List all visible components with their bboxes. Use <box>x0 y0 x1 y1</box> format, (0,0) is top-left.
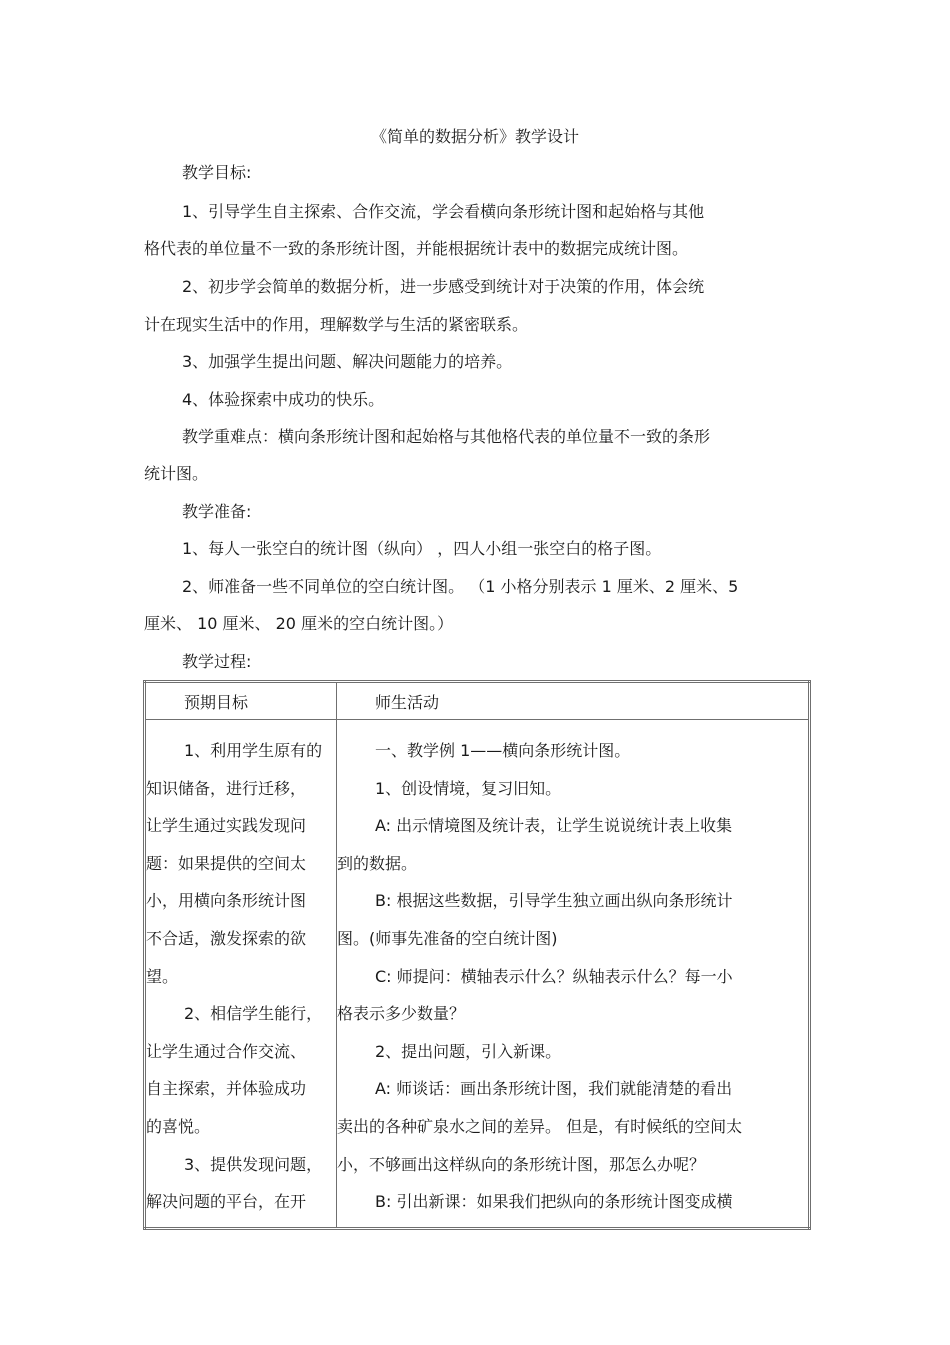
objective-item-3: 3、加强学生提出问题、解决问题能力的培养。 <box>182 352 513 371</box>
activity-line: 格表示多少数量？ <box>337 1004 466 1024</box>
goal-line: 知识储备，进行迁移， <box>146 778 307 798</box>
activity-line: 一、教学例 1——横向条形统计图。 <box>375 741 631 760</box>
activity-line: 2、提出问题，引入新课。 <box>375 1041 562 1061</box>
activity-line: B: 引出新课：如果我们把纵向的条形统计图变成横 <box>375 1192 733 1212</box>
objective-item-1-cont: 格代表的单位量不一致的条形统计图，并能根据统计表中的数据完成统计图。 <box>144 239 689 258</box>
activity-line: 小，不够画出这样纵向的条形统计图，那怎么办呢？ <box>337 1154 706 1174</box>
objective-item-2: 2、初步学会简单的数据分析，进一步感受到统计对于决策的作用，体会统 <box>182 277 705 296</box>
preparation-heading: 教学准备: <box>182 502 252 521</box>
objective-item-2-cont: 计在现实生活中的作用，理解数学与生活的紧密联系。 <box>144 315 529 334</box>
goal-line: 不合适，激发探索的欲 <box>146 928 307 948</box>
teaching-process-table <box>143 680 811 1230</box>
activity-line: 卖出的各种矿泉水之间的差异。 但是，有时候纸的空间太 <box>337 1116 743 1136</box>
header-cell <box>145 682 337 720</box>
goal-line: 让学生通过实践发现问 <box>146 816 307 836</box>
process-heading: 教学过程: <box>182 652 252 671</box>
header-activities: 师生活动 <box>375 692 440 712</box>
activity-line: 1、创设情境，复习旧知。 <box>375 778 562 798</box>
header-cell <box>337 682 810 720</box>
objectives-heading: 教学目标: <box>182 163 252 182</box>
table-header-row <box>145 682 810 720</box>
preparation-item-2: 2、师准备一些不同单位的空白统计图。 （1 小格分别表示 1 厘米、2 厘米、5 <box>182 577 739 596</box>
header-goals: 预期目标 <box>184 692 249 712</box>
activity-line: B: 根据这些数据，引导学生独立画出纵向条形统计 <box>375 891 733 911</box>
preparation-item-1: 1、每人一张空白的统计图（纵向） ，四人小组一张空白的格子图。 <box>182 539 662 558</box>
activity-line: A: 师谈话：画出条形统计图，我们就能清楚的看出 <box>375 1079 733 1099</box>
goal-line: 题：如果提供的空间太 <box>146 853 307 873</box>
goals-text <box>146 720 336 1227</box>
activity-line: 图。(师事先准备的空白统计图) <box>337 928 558 948</box>
key-points-cont: 统计图。 <box>144 464 209 483</box>
preparation-item-2-cont: 厘米、 10 厘米、 20 厘米的空白统计图。） <box>144 614 454 633</box>
objective-item-1: 1、引导学生自主探索、合作交流，学会看横向条形统计图和起始格与其他 <box>182 202 705 221</box>
activities-cell <box>337 720 810 1229</box>
activities-text <box>337 720 808 1227</box>
goal-line: 2、相信学生能行， <box>184 1004 323 1024</box>
activity-line: A: 出示情境图及统计表，让学生说说统计表上收集 <box>375 816 733 836</box>
goal-line: 解决问题的平台，在开 <box>146 1192 307 1212</box>
goal-line: 的喜悦。 <box>146 1116 211 1136</box>
goal-line: 让学生通过合作交流、 <box>146 1041 307 1061</box>
goal-line: 3、提供发现问题， <box>184 1154 323 1174</box>
goal-line: 望。 <box>146 966 179 986</box>
document-title: 《简单的数据分析》教学设计 <box>370 127 579 146</box>
goals-cell <box>145 720 337 1229</box>
goal-line: 小，用横向条形统计图 <box>146 891 307 911</box>
activity-line: C: 师提问：横轴表示什么？纵轴表示什么？每一小 <box>375 966 733 986</box>
objective-item-4: 4、体验探索中成功的快乐。 <box>182 390 385 409</box>
goal-line: 1、利用学生原有的 <box>184 741 323 760</box>
table-row <box>145 720 810 1229</box>
key-points: 教学重难点：横向条形统计图和起始格与其他格代表的单位量不一致的条形 <box>182 427 711 446</box>
goal-line: 自主探索，并体验成功 <box>146 1079 307 1099</box>
activity-line: 到的数据。 <box>337 853 418 873</box>
